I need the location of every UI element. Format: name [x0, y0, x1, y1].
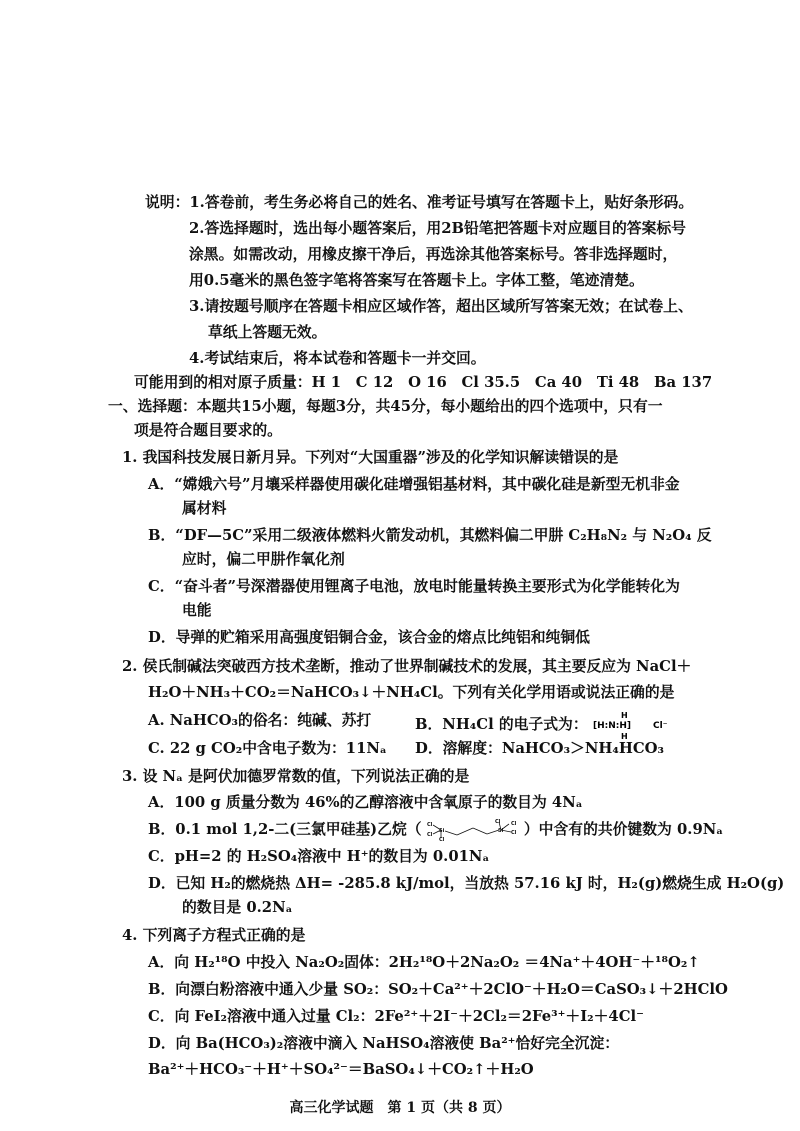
q2-option-c: C. 22 g CO₂中含电子数为：11Nₐ [148, 740, 387, 757]
q3-option-c: C．pH=2 的 H₂SO₄溶液中 H⁺的数目为 0.01Nₐ [148, 848, 490, 865]
q1-option-b-cont: 应时，偏二甲肼作氧化剂 [182, 551, 345, 568]
q2-stem: 2. 侯氏制碱法突破西方技术垄断，推动了世界制碱技术的发展，其主要反应为 NaCl＋ [122, 658, 692, 675]
cl-label-5: Cl [510, 830, 517, 836]
q2-option-b [415, 710, 681, 740]
cl-label-6: Cl [494, 819, 501, 825]
lewis-bottom-h: H [620, 732, 628, 740]
lewis-top-h: H [620, 711, 628, 720]
lewis-structure-nh4cl [593, 710, 681, 740]
q3-stem: 3. 设 Nₐ 是阿伏加德罗常数的值，下列说法正确的是 [122, 768, 470, 785]
instruction-2-cont2: 用0.5毫米的黑色签字笔将答案写在答题卡上。字体工整，笔迹清楚。 [189, 272, 644, 289]
q4-option-b: B．向漂白粉溶液中通入少量 SO₂：SO₂＋Ca²⁺＋2ClO⁻＋H₂O＝CaSO₃↓＋2HClO [148, 981, 728, 998]
q1-option-c: C．“奋斗者”号深潜器使用锂离子电池，放电时能量转换主要形式为化学能转化为 [148, 578, 680, 595]
q1-option-a-cont: 属材料 [182, 500, 227, 517]
atomic-masses: 可能用到的相对原子质量：H 1 C 12 O 16 Cl 35.5 Ca 40 Ti 48 Ba 137 [134, 374, 713, 391]
q4-option-c: C．向 FeI₂溶液中通入过量 Cl₂：2Fe²⁺＋2I⁻＋2Cl₂＝2Fe³⁺＋I₂＋4Cl⁻ [148, 1008, 644, 1025]
q4-option-a: A．向 H₂¹⁸O 中投入 Na₂O₂固体：2H₂¹⁸O＋2Na₂O₂ ＝4Na⁺＋4OH⁻＋¹⁸O₂↑ [148, 954, 700, 971]
q3-option-b-prefix: B．0.1 mol 1,2-二(三氯甲硅基)乙烷（ [148, 821, 422, 838]
cl-label-3: Cl [438, 837, 445, 841]
instruction-2: 2.答选择题时，选出每小题答案后，用2B铅笔把答题卡对应题目的答案标号 [189, 220, 686, 237]
instruction-3-cont: 草纸上答题无效。 [208, 324, 327, 341]
instruction-1: 说明：1.答卷前，考生务必将自己的姓名、准考证号填写在答题卡上，贴好条形码。 [145, 194, 694, 211]
q2-stem-cont: H₂O＋NH₃＋CO₂＝NaHCO₃↓＋NH₄Cl。下列有关化学用语或说法正确的是 [148, 684, 675, 701]
q1-option-b: B．“DF—5C”采用二级液体燃料火箭发动机，其燃料偏二甲肼 C₂H₈N₂ 与 N₂O₄ 反 [148, 527, 712, 544]
q3-option-d-cont: 的数目是 0.2Nₐ [182, 899, 293, 916]
q3-option-b-suffix: ）中含有的共价键数为 0.9Nₐ [523, 821, 724, 838]
instruction-3: 3.请按题号顺序在答题卡相应区域作答，超出区域所写答案无效；在试卷上、 [189, 298, 693, 315]
section-title: 一、选择题：本题共15小题，每题3分，共45分，每小题给出的四个选项中，只有一 [108, 398, 663, 415]
q1-stem: 1. 我国科技发展日新月异。下列对“大国重器”涉及的化学知识解读错误的是 [122, 449, 619, 466]
lewis-center: [H:N:H] [592, 721, 631, 731]
si-label-right: Si [497, 828, 504, 834]
q4-option-d: D．向 Ba(HCO₃)₂溶液中滴入 NaHSO₄溶液使 Ba²⁺恰好完全沉淀： [148, 1035, 620, 1052]
cl-label-4: Cl [510, 821, 517, 827]
q2-option-d: D．溶解度：NaHCO₃＞NH₄HCO₃ [415, 740, 664, 757]
q1-option-a: A．“嫦娥六号”月壤采样器使用碳化硅增强铝基材料，其中碳化硅是新型无机非金 [148, 476, 680, 493]
q2-option-a: A. NaHCO₃的俗名：纯碱、苏打 [148, 712, 372, 729]
cl-label-1: Cl [426, 822, 433, 828]
q4-stem: 4. 下列离子方程式正确的是 [122, 927, 306, 944]
structure-bis-trichlorosilyl-ethane [427, 819, 519, 841]
q3-option-a: A．100 g 质量分数为 46%的乙醇溶液中含氧原子的数目为 4Nₐ [148, 794, 583, 811]
si-label-left: Si [438, 828, 445, 834]
q1-option-d: D．导弹的贮箱采用高强度铝铜合金，该合金的熔点比纯铝和纯铜低 [148, 629, 590, 646]
lewis-chloride: Cl⁻ [652, 721, 668, 731]
section-title-cont: 项是符合题目要求的。 [134, 422, 282, 439]
q4-option-d-equation: Ba²⁺＋HCO₃⁻＋H⁺＋SO₄²⁻＝BaSO₄↓＋CO₂↑＋H₂O [148, 1061, 534, 1078]
instruction-4: 4.考试结束后，将本试卷和答题卡一并交回。 [189, 350, 486, 367]
q2-option-b-text: B．NH₄Cl 的电子式为： [415, 716, 588, 733]
page-footer: 高三化学试题 第 1 页（共 8 页） [289, 1100, 511, 1116]
instruction-2-cont: 涂黑。如需改动，用橡皮擦干净后，再选涂其他答案标号。答非选择题时， [189, 246, 678, 263]
cl-label-2: Cl [426, 832, 433, 838]
q3-option-b [148, 819, 723, 841]
q3-option-d: D．已知 H₂的燃烧热 ΔH= -285.8 kJ/mol，当放热 57.16 kJ 时，H₂(g)燃烧生成 H₂O(g) [148, 875, 785, 892]
q1-option-c-cont: 电能 [182, 602, 212, 619]
